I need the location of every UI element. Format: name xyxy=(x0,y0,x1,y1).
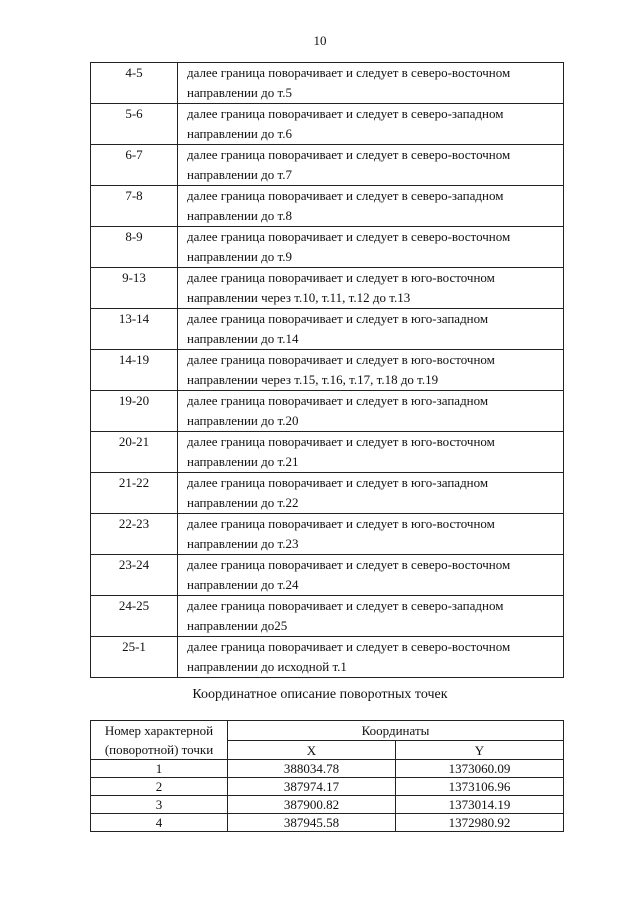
segment-points: 24-25 xyxy=(91,596,178,637)
segment-points: 9-13 xyxy=(91,268,178,309)
segment-description-line1: далее граница поворачивает и следует в северо-западном xyxy=(187,106,504,121)
segment-description xyxy=(178,145,564,186)
segment-row xyxy=(91,637,564,678)
segment-row xyxy=(91,104,564,145)
segment-row xyxy=(91,227,564,268)
point-number-header xyxy=(91,721,228,760)
segment-description xyxy=(178,432,564,473)
segment-row xyxy=(91,186,564,227)
segment-row xyxy=(91,309,564,350)
segment-description xyxy=(178,104,564,145)
segment-description-line2: направлении до т.7 xyxy=(187,167,292,182)
segment-description-line2: направлении до т.20 xyxy=(187,413,299,428)
segment-description-line1: далее граница поворачивает и следует в северо-восточном xyxy=(187,229,511,244)
segment-description-line1: далее граница поворачивает и следует в юго-восточном xyxy=(187,270,495,285)
segment-description-line1: далее граница поворачивает и следует в юго-западном xyxy=(187,475,489,490)
coordinate-row xyxy=(91,814,564,832)
segment-description-line1: далее граница поворачивает и следует в северо-западном xyxy=(187,188,504,203)
x-value: 388034.78 xyxy=(228,760,396,778)
segment-description xyxy=(178,63,564,104)
segment-points: 6-7 xyxy=(91,145,178,186)
segment-description-line2: направлении через т.10, т.11, т.12 до т.13 xyxy=(187,290,411,305)
segment-description xyxy=(178,596,564,637)
segment-points: 19-20 xyxy=(91,391,178,432)
segment-row xyxy=(91,350,564,391)
point-number: 2 xyxy=(91,778,228,796)
segment-points: 4-5 xyxy=(91,63,178,104)
segment-description-line1: далее граница поворачивает и следует в юго-восточном xyxy=(187,434,495,449)
x-value: 387945.58 xyxy=(228,814,396,832)
segment-description-line2: направлении до т.8 xyxy=(187,208,292,223)
coordinate-row xyxy=(91,760,564,778)
segment-points: 8-9 xyxy=(91,227,178,268)
coordinate-row xyxy=(91,778,564,796)
segment-row xyxy=(91,473,564,514)
segment-description-line2: направлении до т.5 xyxy=(187,85,292,100)
segment-description-line2: направлении до25 xyxy=(187,618,288,633)
segment-row xyxy=(91,596,564,637)
segment-description-line2: направлении до т.22 xyxy=(187,495,299,510)
segment-row xyxy=(91,145,564,186)
segment-description xyxy=(178,637,564,678)
segment-description-line2: направлении через т.15, т.16, т.17, т.18 до т.19 xyxy=(187,372,439,387)
segment-description-line1: далее граница поворачивает и следует в северо-западном xyxy=(187,598,504,613)
segment-row xyxy=(91,514,564,555)
segment-description-line2: направлении до т.21 xyxy=(187,454,299,469)
y-value: 1373060.09 xyxy=(396,760,564,778)
segment-description-line1: далее граница поворачивает и следует в северо-восточном xyxy=(187,557,511,572)
y-value: 1372980.92 xyxy=(396,814,564,832)
page-number: 10 xyxy=(313,33,327,48)
segment-description-line2: направлении до т.6 xyxy=(187,126,292,141)
segment-row xyxy=(91,391,564,432)
point-number-header-line1: Номер характерной xyxy=(104,723,214,738)
segment-description-line2: направлении до т.23 xyxy=(187,536,299,551)
segment-description-line2: направлении до исходной т.1 xyxy=(187,659,347,674)
segment-row xyxy=(91,555,564,596)
segment-description-line1: далее граница поворачивает и следует в юго-западном xyxy=(187,393,489,408)
point-number: 3 xyxy=(91,796,228,814)
segment-points: 20-21 xyxy=(91,432,178,473)
point-number-header-line2: (поворотной) точки xyxy=(104,742,214,757)
segment-points: 23-24 xyxy=(91,555,178,596)
segment-description-line1: далее граница поворачивает и следует в юго-западном xyxy=(187,311,489,326)
segment-points: 14-19 xyxy=(91,350,178,391)
segment-row xyxy=(91,63,564,104)
point-number: 4 xyxy=(91,814,228,832)
segment-description-line1: далее граница поворачивает и следует в северо-восточном xyxy=(187,65,511,80)
segment-description xyxy=(178,514,564,555)
coordinate-row xyxy=(91,796,564,814)
segment-description-line1: далее граница поворачивает и следует в северо-восточном xyxy=(187,147,511,162)
boundary-segments-table xyxy=(90,62,564,678)
segment-row xyxy=(91,432,564,473)
segment-points: 7-8 xyxy=(91,186,178,227)
coordinates-title: Координатное описание поворотных точек xyxy=(192,687,448,702)
x-value: 387974.17 xyxy=(228,778,396,796)
coordinates-header: Координаты xyxy=(228,721,564,741)
segment-description xyxy=(178,268,564,309)
segment-description-line1: далее граница поворачивает и следует в юго-восточном xyxy=(187,352,495,367)
segment-description xyxy=(178,309,564,350)
segment-points: 25-1 xyxy=(91,637,178,678)
segment-description-line2: направлении до т.14 xyxy=(187,331,299,346)
segment-points: 13-14 xyxy=(91,309,178,350)
segment-description-line2: направлении до т.24 xyxy=(187,577,299,592)
y-header: Y xyxy=(396,741,564,760)
segment-description xyxy=(178,227,564,268)
segment-description-line1: далее граница поворачивает и следует в северо-восточном xyxy=(187,639,511,654)
segment-description xyxy=(178,350,564,391)
segment-description-line2: направлении до т.9 xyxy=(187,249,292,264)
y-value: 1373014.19 xyxy=(396,796,564,814)
y-value: 1373106.96 xyxy=(396,778,564,796)
segment-points: 22-23 xyxy=(91,514,178,555)
segment-row xyxy=(91,268,564,309)
x-header: X xyxy=(228,741,396,760)
segment-points: 5-6 xyxy=(91,104,178,145)
point-number: 1 xyxy=(91,760,228,778)
segment-description xyxy=(178,186,564,227)
segment-description xyxy=(178,555,564,596)
segment-description xyxy=(178,473,564,514)
segment-description-line1: далее граница поворачивает и следует в юго-восточном xyxy=(187,516,495,531)
segment-description xyxy=(178,391,564,432)
coordinates-table xyxy=(90,720,564,832)
segment-points: 21-22 xyxy=(91,473,178,514)
x-value: 387900.82 xyxy=(228,796,396,814)
